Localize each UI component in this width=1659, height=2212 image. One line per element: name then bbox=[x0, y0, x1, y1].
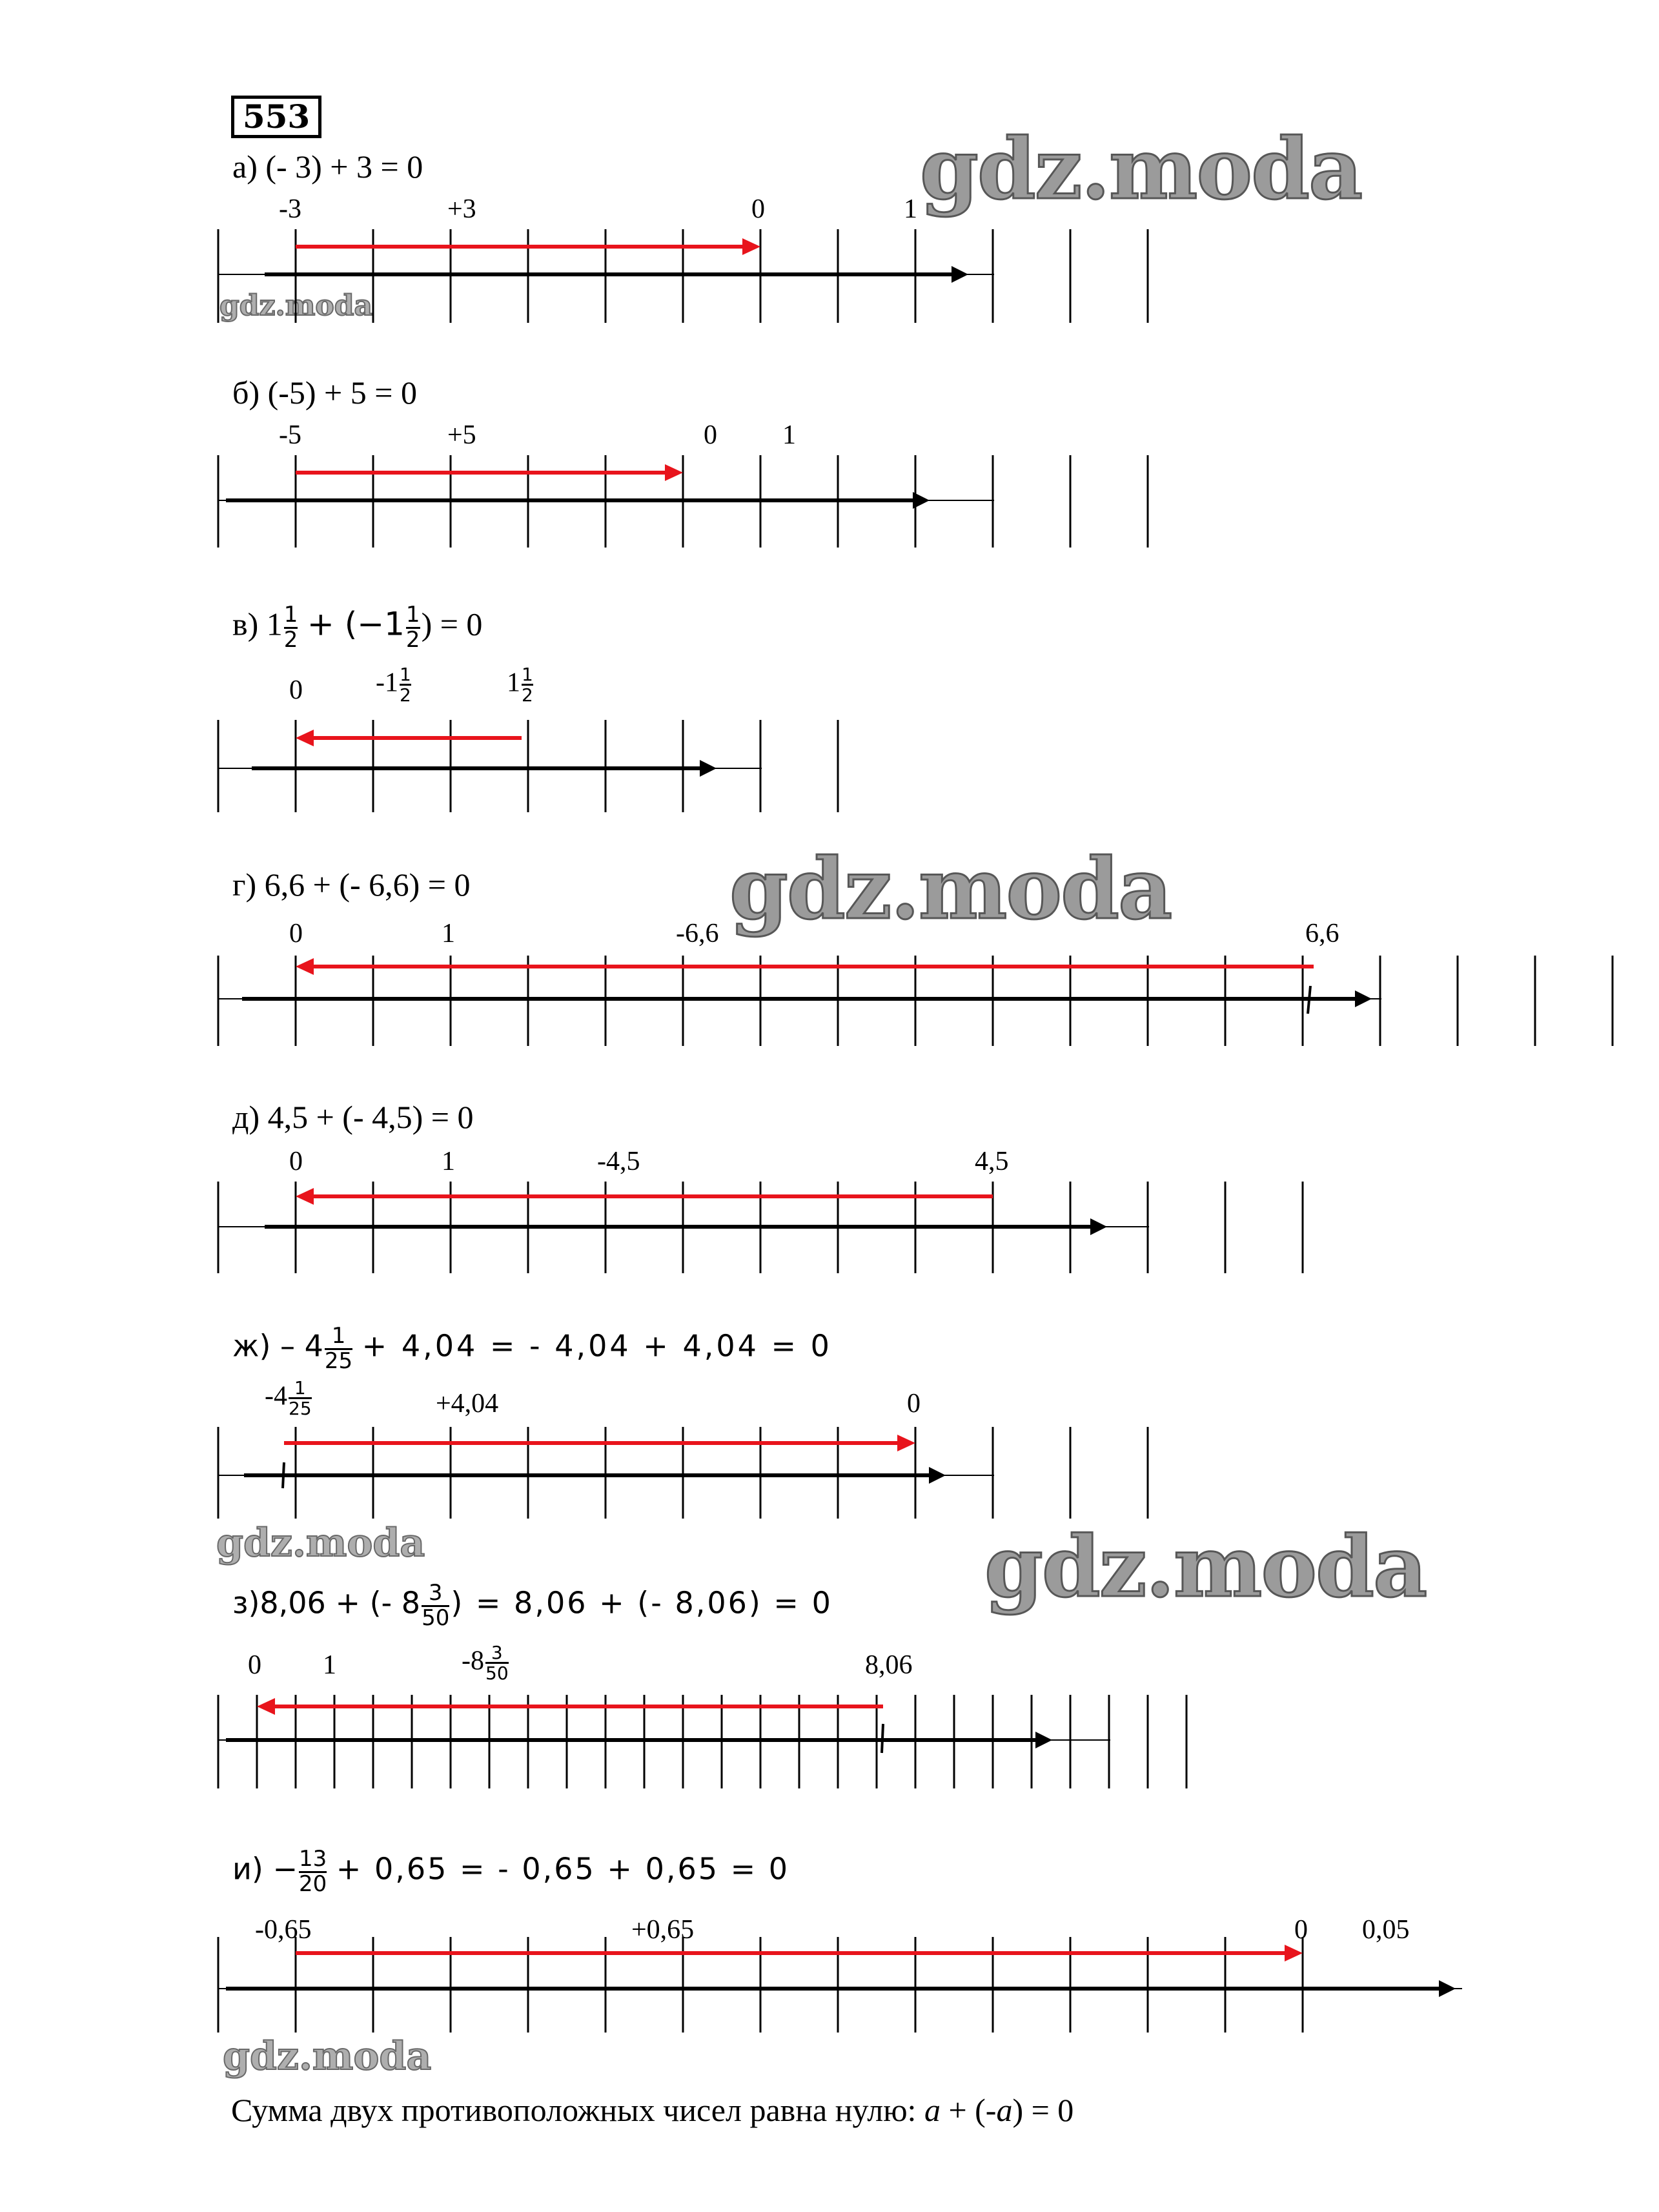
conclusion-text: Сумма двух противоположных чисел равна нулю: a + (-a) = 0 bbox=[231, 2092, 1074, 2128]
number-line-b-axis-arrowhead bbox=[913, 492, 930, 509]
label-b-1: -5 bbox=[279, 420, 301, 450]
label-g-2: 1 bbox=[442, 919, 455, 948]
equation-v-suffix: ) = 0 bbox=[421, 606, 483, 642]
number-line-b-red-arrowhead bbox=[665, 464, 683, 481]
number-line-zh-axis-arrowhead bbox=[929, 1467, 946, 1484]
label-g-1: 0 bbox=[289, 919, 303, 948]
watermark-lower: gdz.moda bbox=[984, 1517, 1427, 1616]
equation-zh-prefix: ж) – 4 bbox=[232, 1328, 323, 1364]
number-line-z-red-arrowhead bbox=[257, 1698, 275, 1715]
label-i-2: +0,65 bbox=[631, 1915, 695, 1945]
equation-i-fraction: $\frac{13}{20}$ bbox=[299, 1846, 327, 1897]
number-line-a-axis-arrowhead bbox=[952, 266, 968, 283]
label-zh-3: 0 bbox=[907, 1389, 921, 1418]
equation-z-suffix: ) = 8,06 + (- 8,06) = 0 bbox=[451, 1585, 833, 1621]
number-line-d-axis-arrowhead bbox=[1090, 1218, 1107, 1235]
label-i-4: 0,05 bbox=[1362, 1915, 1410, 1945]
equation-v-fraction-1: $\frac{1}{2}$ bbox=[283, 602, 298, 653]
label-zh-1: -4 $\frac{1}{25}$ bbox=[265, 1377, 312, 1420]
number-line-zh-mark bbox=[283, 1462, 284, 1488]
watermark-small-3: gdz.moda bbox=[223, 2034, 432, 2079]
label-b-4: 1 bbox=[782, 420, 796, 450]
equation-b: б) (-5) + 5 = 0 bbox=[232, 374, 417, 411]
label-a-1: -3 bbox=[279, 194, 301, 224]
number-line-g-mark bbox=[1308, 986, 1310, 1014]
label-i-1: -0,65 bbox=[255, 1915, 312, 1945]
label-d-3: -4,5 bbox=[597, 1147, 640, 1176]
watermark-small-1: gdz.moda bbox=[219, 289, 373, 322]
number-line-z-axis-arrowhead bbox=[1035, 1732, 1052, 1748]
number-line-v-axis-arrowhead bbox=[700, 760, 717, 777]
equation-zh-suffix: + 4,04 = - 4,04 + 4,04 = 0 bbox=[361, 1328, 832, 1364]
label-b-3: 0 bbox=[704, 420, 717, 450]
equation-v-prefix: в) 1 bbox=[232, 606, 283, 642]
label-a-3: 0 bbox=[751, 194, 765, 224]
label-z-1: 0 bbox=[248, 1650, 261, 1680]
label-v-3: 1 $\frac{1}{2}$ bbox=[507, 664, 533, 706]
label-v-2: -1 $\frac{1}{2}$ bbox=[376, 664, 411, 706]
equation-d: д) 4,5 + (- 4,5) = 0 bbox=[232, 1099, 474, 1135]
number-line-i-axis-arrowhead bbox=[1439, 1980, 1456, 1997]
number-line-a-red-arrowhead bbox=[742, 238, 760, 255]
equation-z-fraction: $\frac{3}{50}$ bbox=[422, 1580, 450, 1631]
label-g-4: 6,6 bbox=[1305, 919, 1339, 948]
equation-i-suffix: + 0,65 = - 0,65 + 0,65 = 0 bbox=[336, 1851, 790, 1887]
watermark-middle: gdz.moda bbox=[729, 839, 1172, 938]
equation-i-prefix: и) − bbox=[232, 1851, 298, 1887]
label-i-3: 0 bbox=[1294, 1915, 1308, 1945]
number-line-i-red-arrowhead bbox=[1285, 1945, 1303, 1961]
label-g-3: -6,6 bbox=[676, 919, 719, 948]
label-zh-2: +4,04 bbox=[436, 1389, 499, 1418]
equation-v-fraction-2: $\frac{1}{2}$ bbox=[405, 602, 420, 653]
label-d-4: 4,5 bbox=[975, 1147, 1009, 1176]
equation-v-mid: + (−1 bbox=[307, 605, 405, 643]
watermark-small-2: gdz.moda bbox=[216, 1521, 425, 1566]
equation-g: г) 6,6 + (- 6,6) = 0 bbox=[232, 866, 471, 903]
number-line-g-red-arrowhead bbox=[296, 958, 314, 975]
number-line-zh-red-arrowhead bbox=[897, 1435, 915, 1451]
equation-z-prefix: з)8,06 + (- 8 bbox=[232, 1585, 421, 1621]
watermark-top: gdz.moda bbox=[920, 119, 1362, 218]
label-v-1: 0 bbox=[289, 675, 303, 705]
label-a-4: 1 bbox=[904, 194, 917, 224]
label-a-2: +3 bbox=[447, 194, 476, 224]
equation-a: а) (- 3) + 3 = 0 bbox=[232, 148, 423, 185]
label-z-3: -8 $\frac{3}{50}$ bbox=[462, 1642, 509, 1685]
number-line-d-red-arrowhead bbox=[296, 1188, 314, 1205]
equation-zh-fraction: $\frac{1}{25}$ bbox=[324, 1323, 353, 1374]
label-d-1: 0 bbox=[289, 1147, 303, 1176]
label-d-2: 1 bbox=[442, 1147, 455, 1176]
number-line-g-axis-arrowhead bbox=[1355, 990, 1372, 1007]
label-z-2: 1 bbox=[323, 1650, 336, 1680]
number-line-v-red-arrowhead bbox=[296, 730, 314, 746]
label-b-2: +5 bbox=[447, 420, 476, 450]
number-line-z-mark bbox=[882, 1724, 883, 1753]
problem-number: 553 bbox=[231, 96, 321, 138]
label-z-4: 8,06 bbox=[865, 1650, 913, 1680]
